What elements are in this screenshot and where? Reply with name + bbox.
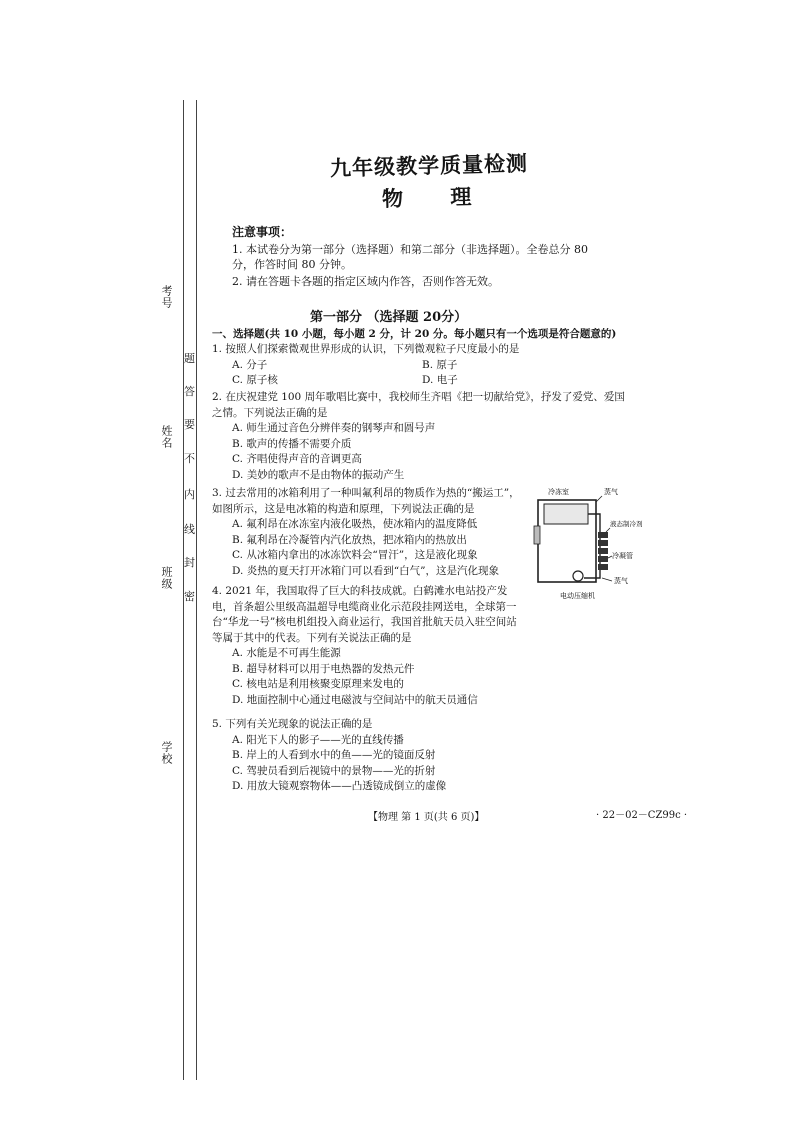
condenser-fin (598, 548, 608, 554)
binding-line-inner (196, 100, 197, 1080)
door-handle (534, 526, 540, 544)
option-row (232, 358, 612, 374)
label-condenser: 冷凝管 (612, 552, 633, 560)
condenser-fin (598, 532, 608, 538)
seal-char: 要 (184, 418, 195, 431)
paper-code: · 22－02－CZ99c · (596, 810, 688, 821)
option-row (232, 373, 612, 389)
option-b: B. 歌声的传播不需要介质 (232, 437, 352, 450)
option-b: B. 超导材料可以用于电热器的发热元件 (232, 662, 415, 675)
option-c: C. 核电站是利用核聚变原理来发电的 (232, 678, 404, 690)
leader-line (606, 528, 610, 532)
question-stem: 2. 在庆祝建党 100 周年歌唱比赛中，我校师生齐唱《把一切献给党》，抒发了爱党、爱国之情。下列说法正确的是 (212, 391, 625, 419)
seal-char: 封 (184, 556, 195, 569)
leader-line (602, 578, 612, 581)
fridge-diagram-svg (526, 486, 643, 602)
label-banji: 班级 (160, 566, 173, 590)
section-instructions: 一、选择题(共 10 小题，每小题 2 分，计 20 分。每小题只有一个选项是符合题意的) (212, 328, 617, 340)
question-stem: 5. 下列有关光现象的说法正确的是 (212, 718, 373, 730)
label-xingming: 姓名 (160, 425, 173, 449)
option-b: B. 岸上的人看到水中的鱼——光的镜面反射 (232, 749, 436, 761)
condenser-fin (598, 556, 608, 562)
condenser-fin (598, 564, 608, 570)
question-3 (212, 486, 524, 579)
question-5 (212, 717, 632, 795)
option-b: B. 原子 (422, 358, 458, 371)
subject-title: 物 理 (381, 183, 472, 212)
option-c: C. 齐唱使得声音的音调更高 (232, 453, 362, 465)
seal-char: 不 (184, 452, 195, 465)
exam-title: 九年级教学质量检测 (329, 150, 529, 181)
seal-char: 线 (184, 523, 195, 536)
option-a: A. 阳光下人的影子——光的直线传播 (232, 733, 404, 746)
part-one-title: 第一部分 （选择题 20分） (310, 310, 468, 325)
option-a: A. 水能是不可再生能源 (232, 647, 341, 659)
option-c: C. 原子核 (232, 374, 278, 386)
notice-block (232, 225, 592, 291)
label-liquid: 液态制冷剂 (610, 520, 643, 528)
label-freezer: 冷冻室 (548, 488, 569, 496)
fridge-diagram (526, 486, 643, 602)
question-2 (212, 390, 632, 483)
option-d: D. 炎热的夏天打开冰箱门可以看到“白气”，这是汽化现象 (232, 564, 499, 577)
option-a: A. 师生通过音色分辨伴奏的钢琴声和圆号声 (232, 422, 436, 434)
seal-char: 密 (184, 590, 195, 603)
option-c: C. 从冰箱内拿出的冰冻饮料会“冒汗”，这是液化现象 (232, 549, 478, 561)
option-d: D. 美妙的歌声不是由物体的振动产生 (232, 468, 405, 481)
option-a: A. 分子 (232, 358, 268, 371)
label-kaohao: 考号 (160, 285, 173, 309)
question-stem: 3. 过去常用的冰箱利用了一种叫氟利昂的物质作为热的“搬运工”，如图所示，这是电冰箱的构造和原理，下列说法正确的是 (212, 487, 520, 515)
label-vapor-top: 蒸气 (604, 488, 618, 496)
leader-line (596, 496, 602, 502)
freezer-box (544, 504, 588, 524)
label-compressor: 电动压缩机 (560, 592, 595, 600)
compressor (573, 571, 583, 581)
question-4 (212, 584, 527, 708)
seal-char: 题 (184, 352, 195, 365)
option-a: A. 氟利昂在冰冻室内液化吸热，使冰箱内的温度降低 (232, 518, 478, 530)
notice-heading: 注意事项： (232, 225, 293, 239)
seal-char: 答 (184, 385, 195, 398)
condenser-fin (598, 540, 608, 546)
seal-char: 内 (184, 488, 195, 501)
option-c: C. 驾驶员看到后视镜中的景物——光的折射 (232, 764, 436, 777)
option-b: B. 氟利昂在冷凝管内汽化放热，把冰箱内的热放出 (232, 533, 467, 546)
label-xuexiao: 学校 (160, 741, 173, 765)
label-vapor-bottom: 蒸气 (614, 577, 628, 585)
option-d: D. 地面控制中心通过电磁波与空间站中的航天员通信 (232, 693, 478, 706)
page-footer: 【物理 第 1 页(共 6 页)】 (368, 812, 485, 823)
question-1 (212, 342, 612, 389)
question-stem: 1. 按照人们探索微观世界形成的认识，下列微观粒子尺度最小的是 (212, 343, 520, 355)
option-d: D. 用放大镜观察物体——凸透镜成倒立的虚像 (232, 780, 447, 792)
question-stem: 4. 2021 年，我国取得了巨大的科技成就。白鹤滩水电站投产发电，首条超公里级高温超导电缆商业化示范段挂网送电，全球第一台“华龙一号”核电机组投入商业运行，我国首批航天员入驻空间站等属于其中的代表。下列有关说法正确的是 (212, 585, 517, 644)
notice-item: 2. 请在答题卡各题的指定区域内作答，否则作答无效。 (232, 275, 499, 288)
notice-item: 1. 本试卷分为第一部分（选择题）和第二部分（非选择题）。全卷总分 80 分，作答时间 80 分钟。 (232, 243, 588, 271)
option-d: D. 电子 (422, 374, 458, 386)
